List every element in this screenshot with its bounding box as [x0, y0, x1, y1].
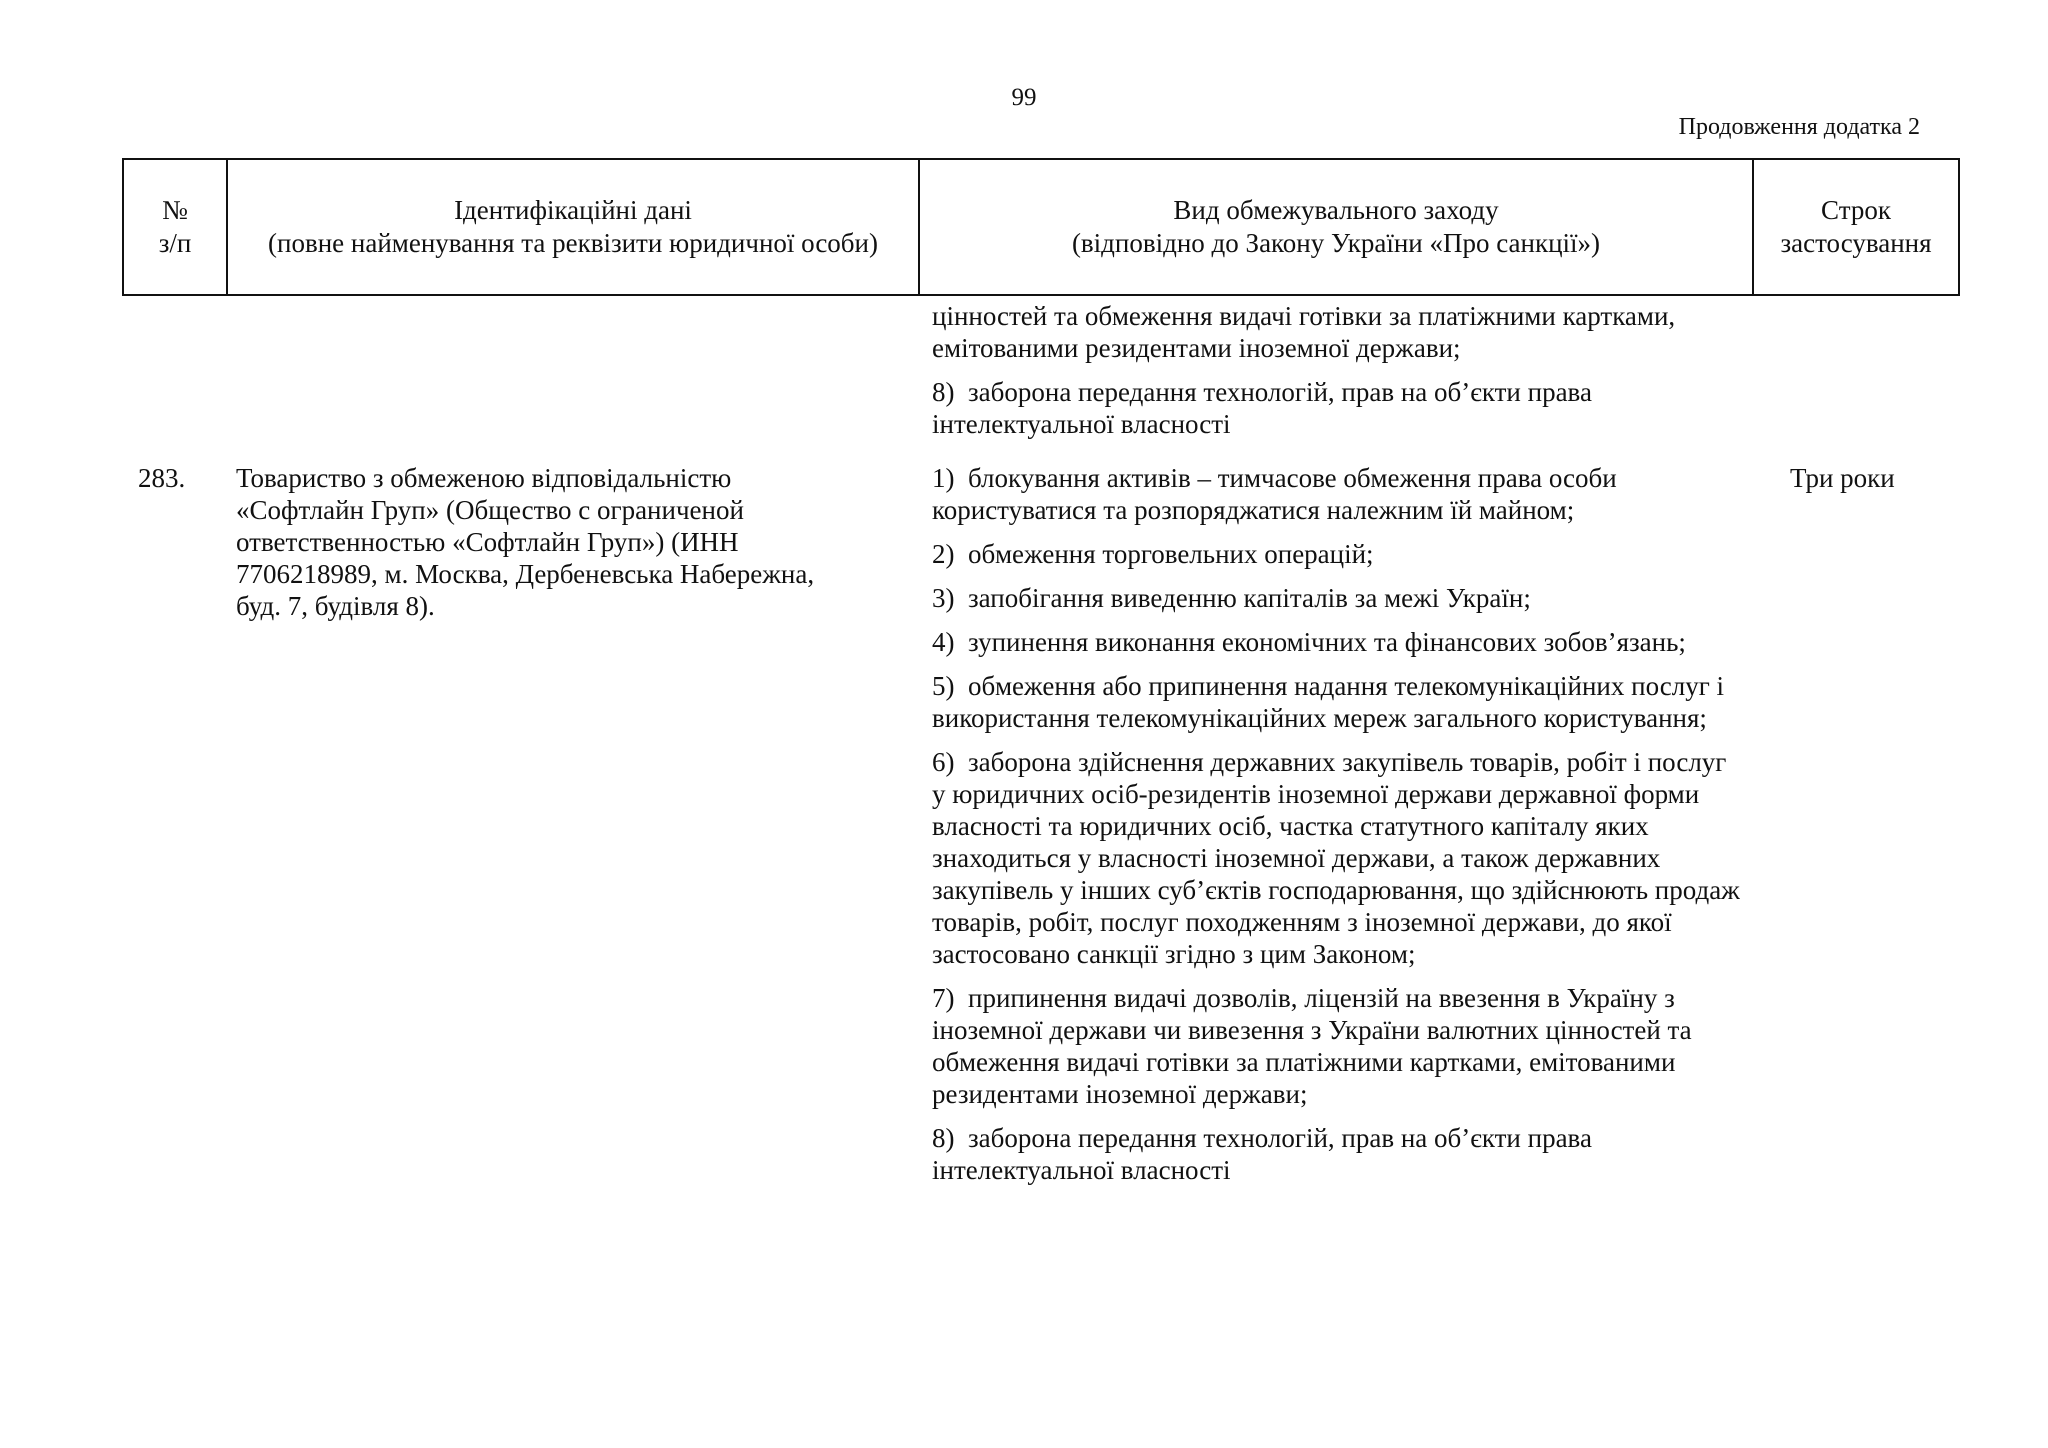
header-measure — [918, 160, 1752, 294]
entry-term: Три роки — [1790, 463, 1895, 493]
header-identification-line1: Ідентифікаційні дані — [454, 195, 692, 225]
carryover-measures — [932, 300, 1742, 452]
entry-identification: Товариство з обмеженою відповідальністю «Софтлайн Груп» (Общество с ограниченой ответственностью «Софтлайн Груп») (ИНН 7706218989, м. Москва, Дербеневська Набережна, буд. 7, будівля 8). — [236, 463, 815, 621]
measure-2: 2) обмеження торговельних операцій; — [932, 539, 1374, 569]
carryover-measure-7-tail: цінностей та обмеження видачі готівки за платіжними картками, емітованими резидентами іноземної держави; — [932, 301, 1676, 363]
header-measure-line2: (відповідно до Закону України «Про санкції») — [1071, 228, 1601, 258]
measure-6: 6) заборона здійснення державних закупівель товарів, робіт і послуг у юридичних осіб-резидентів іноземної держави державної форми власності та юридичних осіб, частка статутного капіталу яких знаходиться у власності іноземної держави, а також державних закупівель у інших суб’єктів господарювання, що здійснюють продаж товарів, робіт, послуг походженням з іноземної держави, до якої застосовано санкції згідно з цим Законом; — [932, 747, 1740, 969]
header-term-line1: Строк — [1821, 195, 1891, 225]
measure-8: 8) заборона передання технологій, прав на об’єкти права інтелектуальної власності — [932, 1123, 1592, 1185]
table-header — [122, 158, 1960, 296]
measure-4: 4) зупинення виконання економічних та фінансових зобов’язань; — [932, 627, 1686, 657]
entry-number: 283. — [138, 463, 186, 493]
measure-1: 1) блокування активів – тимчасове обмеження права особи користуватися та розпоряджатися належним їй майном; — [932, 463, 1617, 525]
header-number — [124, 160, 226, 294]
measure-5: 5) обмеження або припинення надання телекомунікаційних послуг і використання телекомунікаційних мереж загального користування; — [932, 671, 1725, 733]
measure-7: 7) припинення видачі дозволів, ліцензій на ввезення в Україну з іноземної держави чи вивезення з України валютних цінностей та обмеження видачі готівки за платіжними картками, емітованими резидентами іноземної держави; — [932, 983, 1692, 1109]
header-term — [1752, 160, 1958, 294]
header-identification — [226, 160, 918, 294]
header-measure-line1: Вид обмежувального заходу — [1173, 195, 1499, 225]
continuation-label: Продовження додатка 2 — [1678, 114, 1920, 140]
entry-measures — [932, 462, 1742, 1198]
header-term-line2: застосування — [1780, 228, 1932, 258]
header-number-line1: № — [162, 195, 188, 225]
header-number-line2: з/п — [158, 228, 192, 258]
header-identification-line2: (повне найменування та реквізити юридичної особи) — [268, 228, 878, 258]
carryover-measure-8: 8) заборона передання технологій, прав на об’єкти права інтелектуальної власності — [932, 377, 1592, 439]
page-number: 99 — [1011, 84, 1037, 111]
measure-3: 3) запобігання виведенню капіталів за межі Україн; — [932, 583, 1531, 613]
